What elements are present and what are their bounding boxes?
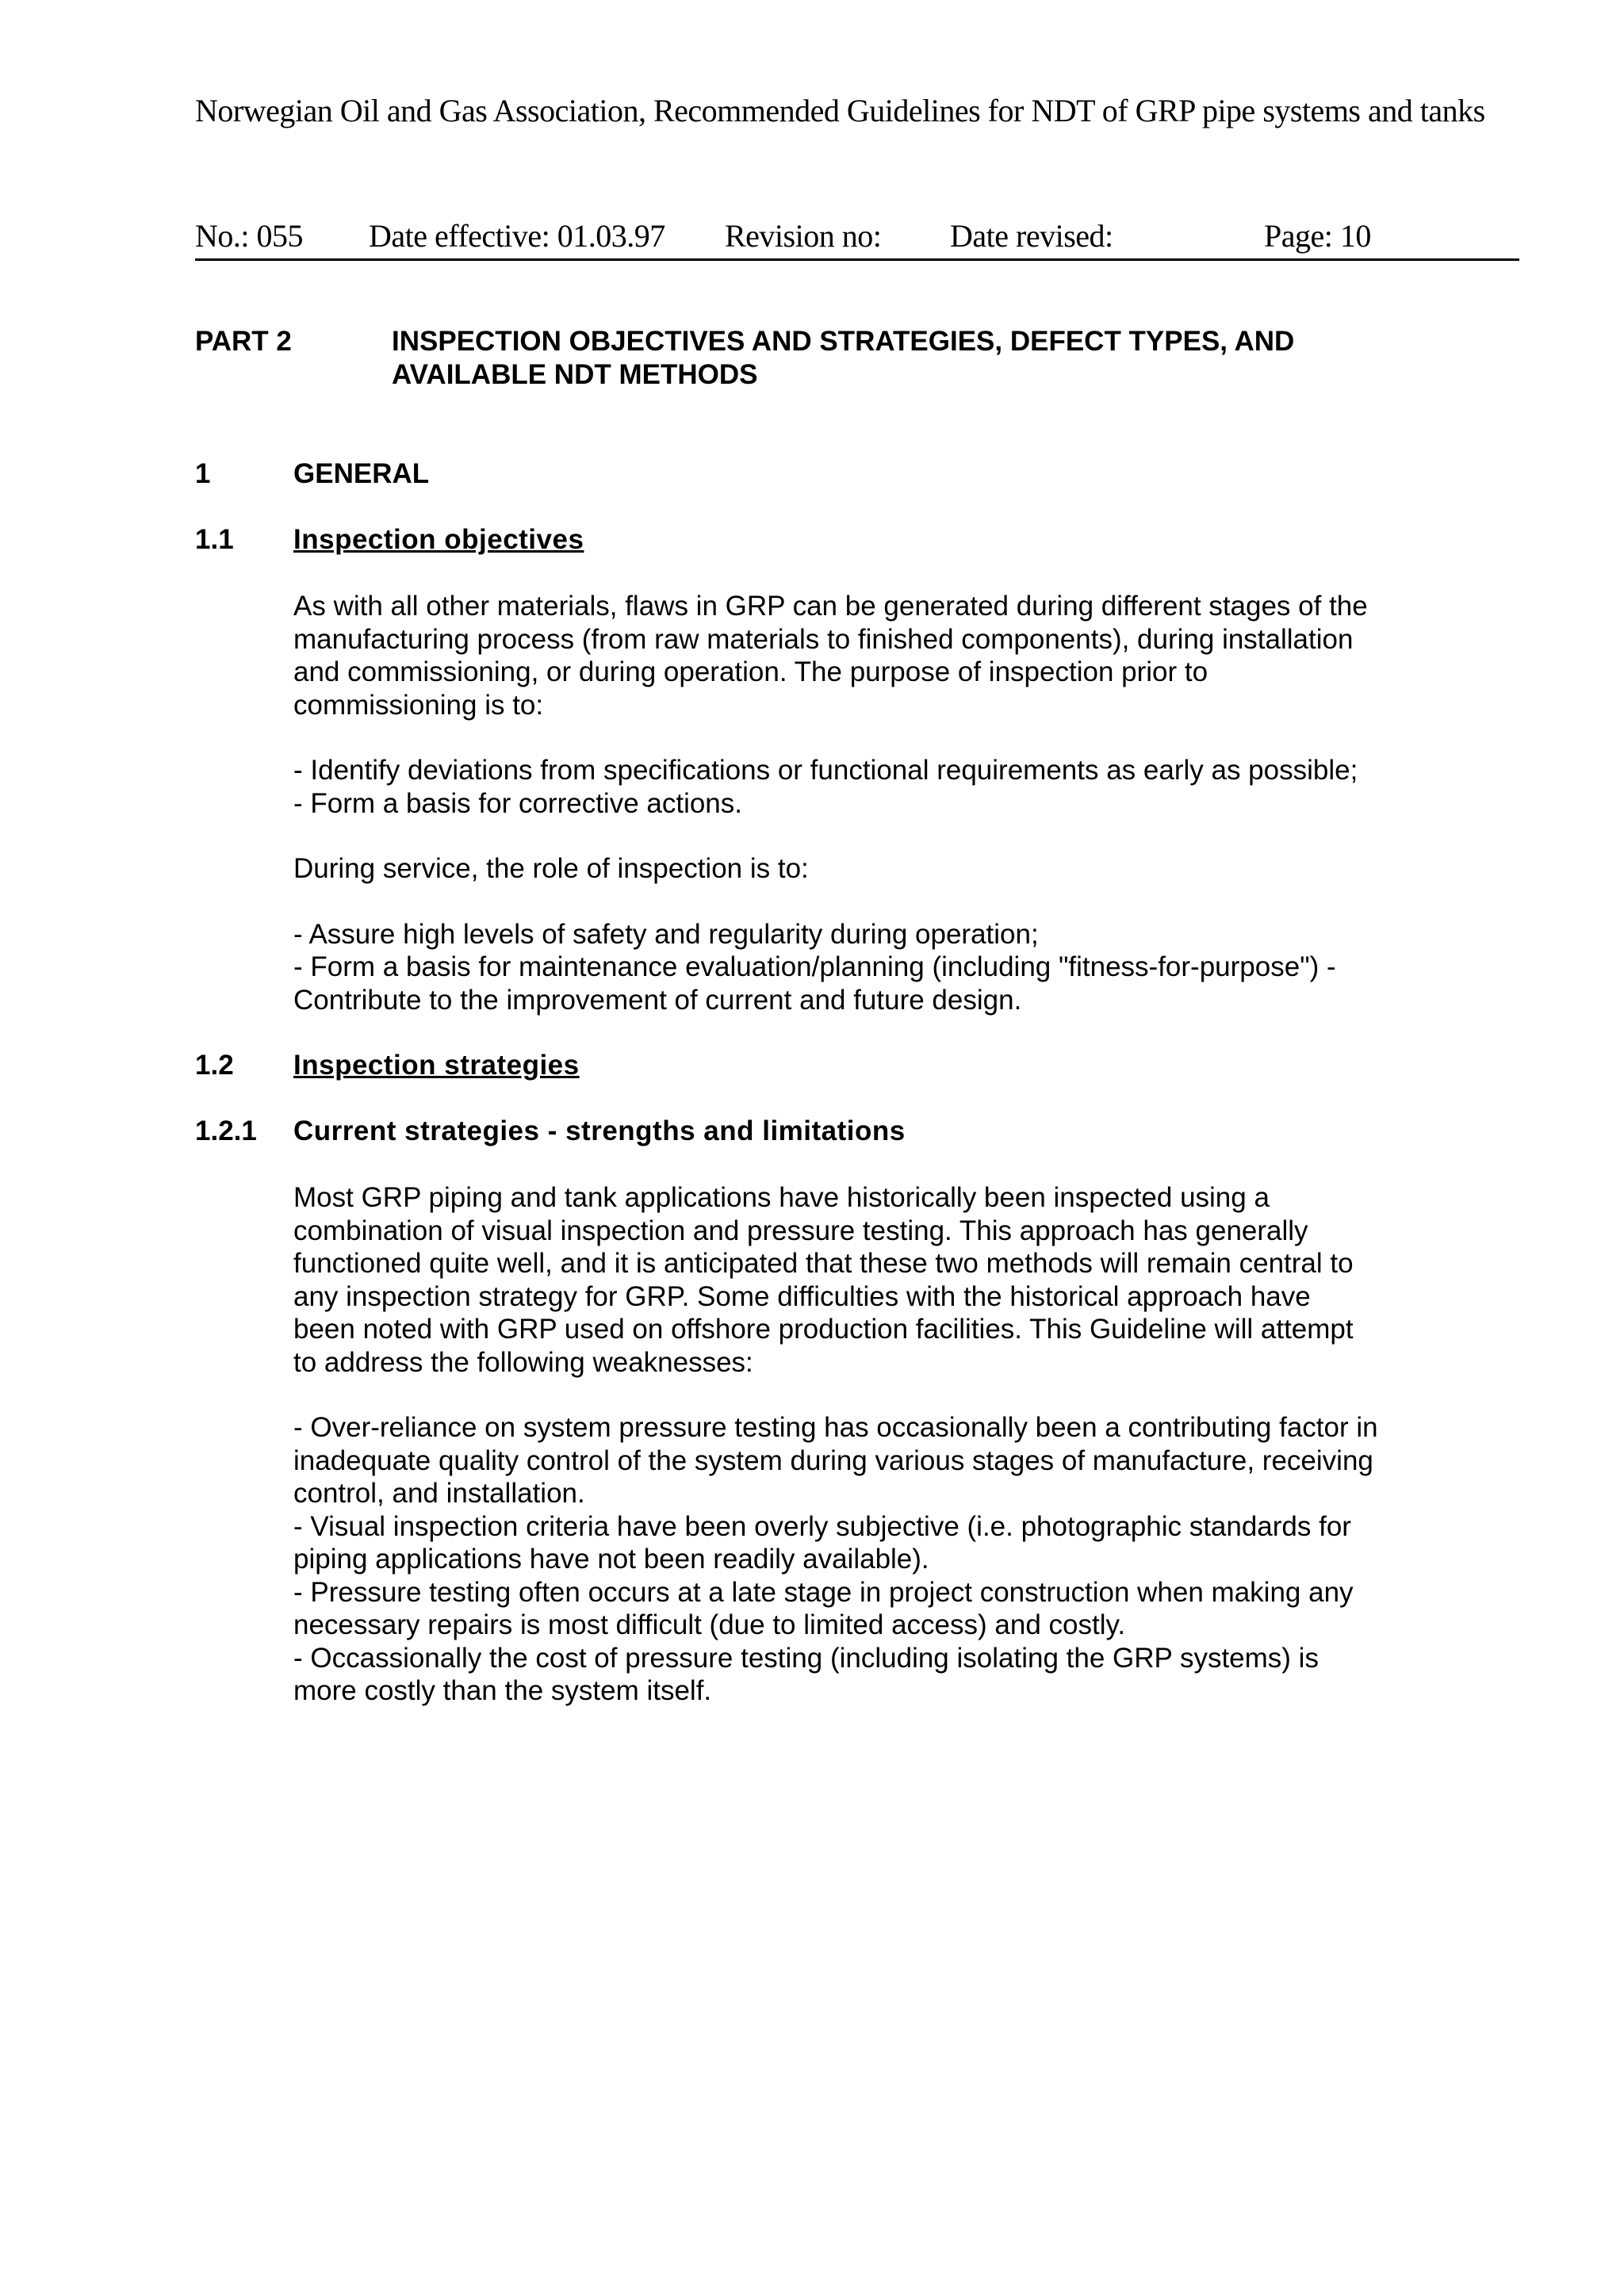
part-title: INSPECTION OBJECTIVES AND STRATEGIES, DEFECT TYPES, AND AVAILABLE NDT METHODS <box>392 326 1295 390</box>
paragraph: Most GRP piping and tank applications have historically been inspected using a combination of visual inspection and pressure testing. This approach has generally functioned quite well, and it is anticipated that these two methods will remain central to any inspection strategy for GRP. Some difficulties with the historical approach have been noted with GRP used on offshore production facilities. This Guideline will attempt to address the following weaknesses: <box>293 1182 1354 1378</box>
document-header-title: Norwegian Oil and Gas Association, Recommended Guidelines for NDT of GRP pipe systems and tanks <box>195 93 1485 128</box>
section-number: 1 <box>195 458 211 489</box>
date-revised: Date revised: <box>950 218 1113 254</box>
section-1-2-1-body <box>293 1181 1451 1708</box>
document-header-meta <box>195 214 1519 261</box>
page-number: Page: 10 <box>1264 218 1371 254</box>
part-label: PART 2 <box>195 326 292 357</box>
revision-number: Revision no: <box>725 218 882 254</box>
section-title: Inspection objectives <box>293 524 584 555</box>
paragraph: As with all other materials, flaws in GRP can be generated during different stages of the manufacturing process (from raw materials to finished components), during installation and commissioning, or during operation. The purpose of inspection prior to commissioning is to: <box>293 591 1368 721</box>
section-1-1-body <box>293 590 1451 1016</box>
section-title: Inspection strategies <box>293 1050 580 1081</box>
bullet-list: - Assure high levels of safety and regularity during operation; - Form a basis for maintenance evaluation/planning (including "fitness-for-purpose") - Contribute to the improvement of current and future design. <box>293 918 1336 1016</box>
bullet-list: - Over-reliance on system pressure testing has occasionally been a contributing factor in inadequate quality control of the system during various stages of manufacture, receiving control, and installation. - Visual inspection criteria have been overly subjective (i.e. photographic standards for piping applications have not been readily available). - Pressure testing often occurs at a late stage in project construction when making any necessary repairs is most difficult (due to limited access) and costly. - Occassionally the cost of pressure testing (including isolating the GRP systems) is more costly than the system itself. <box>293 1412 1378 1706</box>
section-number: 1.2.1 <box>195 1115 257 1146</box>
paragraph: During service, the role of inspection is to: <box>293 853 809 884</box>
bullet-list: - Identify deviations from specifications or functional requirements as early as possible; - Form a basis for corrective actions. <box>293 755 1358 819</box>
section-number: 1.1 <box>195 524 234 555</box>
date-effective: Date effective: 01.03.97 <box>369 218 665 254</box>
section-number: 1.2 <box>195 1050 234 1081</box>
document-number: No.: 055 <box>195 218 303 254</box>
section-title: GENERAL <box>293 458 430 489</box>
section-title: Current strategies - strengths and limitations <box>293 1115 906 1146</box>
